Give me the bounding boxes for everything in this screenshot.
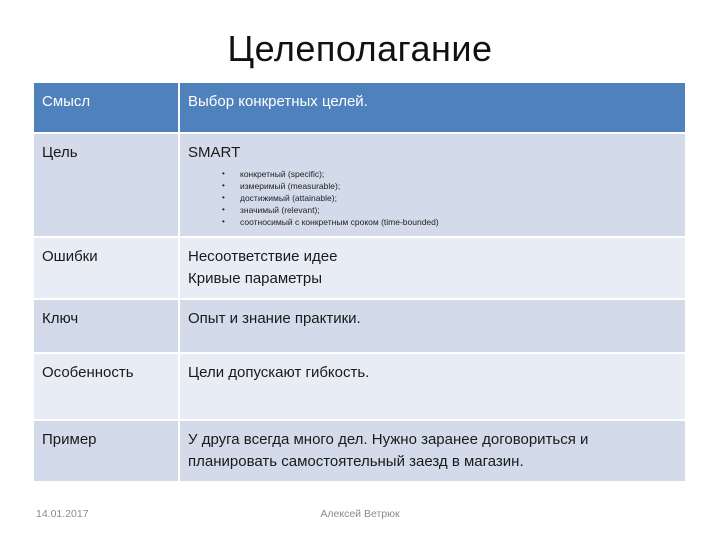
row-value-example: У друга всегда много дел. Нужно заранее договориться и планировать самостоятельный заезд в магазин. [180, 421, 685, 483]
bullet-dot-icon: • [222, 205, 225, 214]
table-row-goal [34, 134, 685, 238]
smart-bullet-text: значимый (relevant); [240, 205, 320, 215]
bullet-dot-icon: • [222, 217, 225, 226]
row-label-example: Пример [34, 421, 180, 483]
table-row-feature [34, 354, 685, 421]
row-value-key: Опыт и знание практики. [180, 300, 685, 354]
smart-heading: SMART [188, 144, 241, 161]
smart-bullet-item [222, 216, 677, 228]
row-value-errors [180, 238, 685, 300]
smart-bullet-text: достижимый (attainable); [240, 193, 337, 203]
header-value: Выбор конкретных целей. [180, 83, 685, 134]
row-label-feature: Особенность [34, 354, 180, 421]
header-label: Смысл [34, 83, 180, 134]
row-value-feature: Цели допускают гибкость. [180, 354, 685, 421]
table-header-row [34, 83, 685, 134]
smart-bullet-text: конкретный (specific); [240, 169, 325, 179]
smart-bullet-item [222, 168, 677, 180]
content-table [34, 83, 685, 483]
smart-bullet-item [222, 180, 677, 192]
bullet-dot-icon: • [222, 181, 225, 190]
bullet-dot-icon: • [222, 169, 225, 178]
smart-bullet-item [222, 204, 677, 216]
row-label-key: Ключ [34, 300, 180, 354]
table-row-errors [34, 238, 685, 300]
row-label-goal: Цель [34, 134, 180, 238]
row-label-errors: Ошибки [34, 238, 180, 300]
footer-date: 14.01.2017 [36, 508, 89, 520]
table-row-key [34, 300, 685, 354]
errors-line-2: Кривые параметры [188, 270, 323, 287]
table-row-example [34, 421, 685, 483]
smart-bullet-text: измеримый (measurable); [240, 181, 341, 191]
slide-title: Целеполагание [227, 28, 493, 69]
smart-bullet-list [222, 168, 677, 228]
bullet-dot-icon: • [222, 193, 225, 202]
smart-bullet-item [222, 192, 677, 204]
errors-line-1: Несоответствие идее [188, 248, 338, 265]
row-value-goal [180, 134, 685, 238]
smart-bullet-text: соотносимый с конкретным сроком (time-bounded) [240, 217, 439, 227]
footer-author: Алексей Ветрюк [320, 508, 400, 520]
